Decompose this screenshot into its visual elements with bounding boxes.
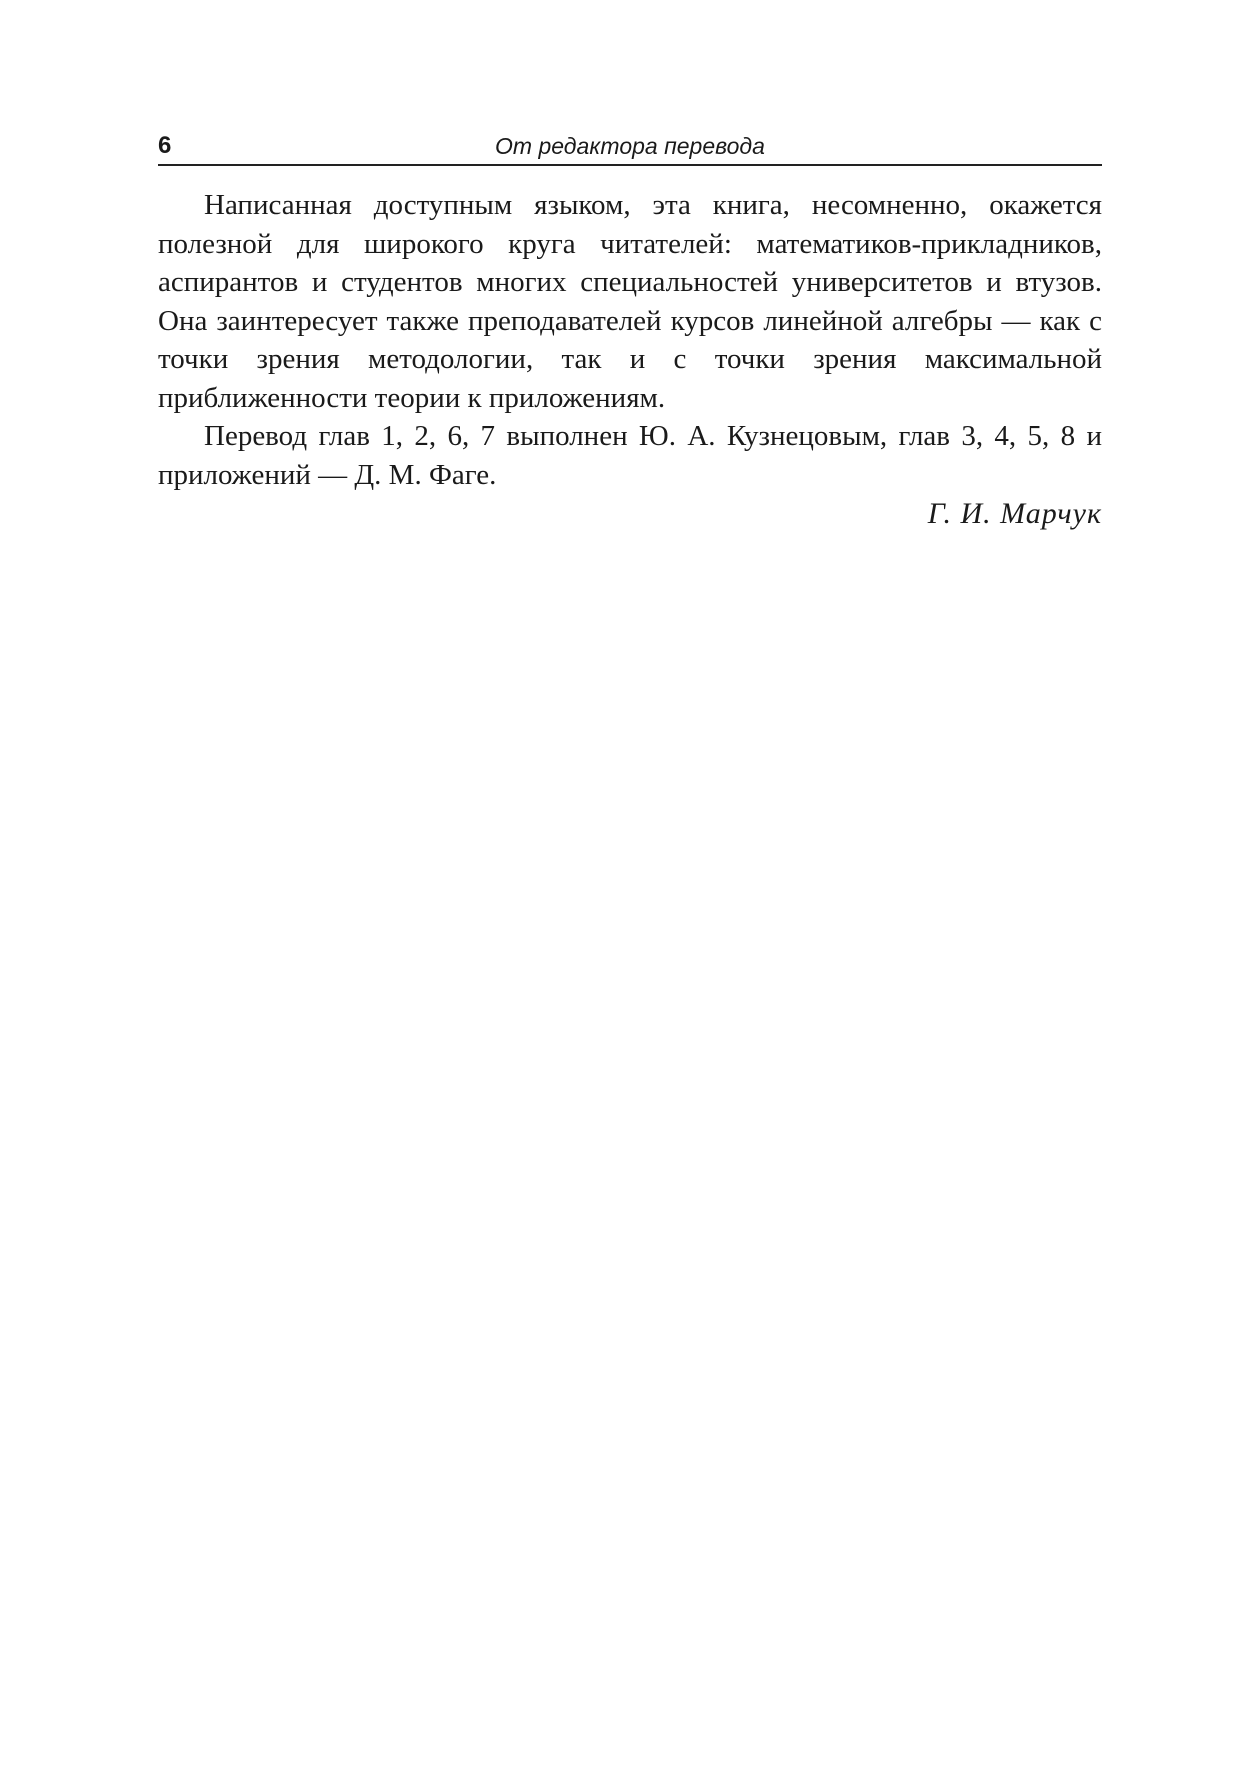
book-page xyxy=(158,128,1102,534)
running-title: От редактора перевода xyxy=(495,133,765,159)
paragraph-audience: Написанная доступным языком, эта книга, несомненно, окажется полезной для широкого круга читателей: математиков-прикладников, аспирантов и студентов многих специальностей университетов и втузов. Она заинтересует также преподавателей курсов линейной алгебры — как с точки зрения методологии, так и с точки зрения максимальной приближенности теории к приложениям. xyxy=(158,189,1102,414)
page-number: 6 xyxy=(158,132,172,159)
body-text xyxy=(158,186,1102,534)
paragraph-translators: Перевод глав 1, 2, 6, 7 выполнен Ю. А. Кузнецовым, глав 3, 4, 5, 8 и приложений — Д. М. Фаге. xyxy=(158,420,1102,491)
running-head xyxy=(158,128,1102,166)
editor-signature: Г. И. Марчук xyxy=(927,497,1102,530)
